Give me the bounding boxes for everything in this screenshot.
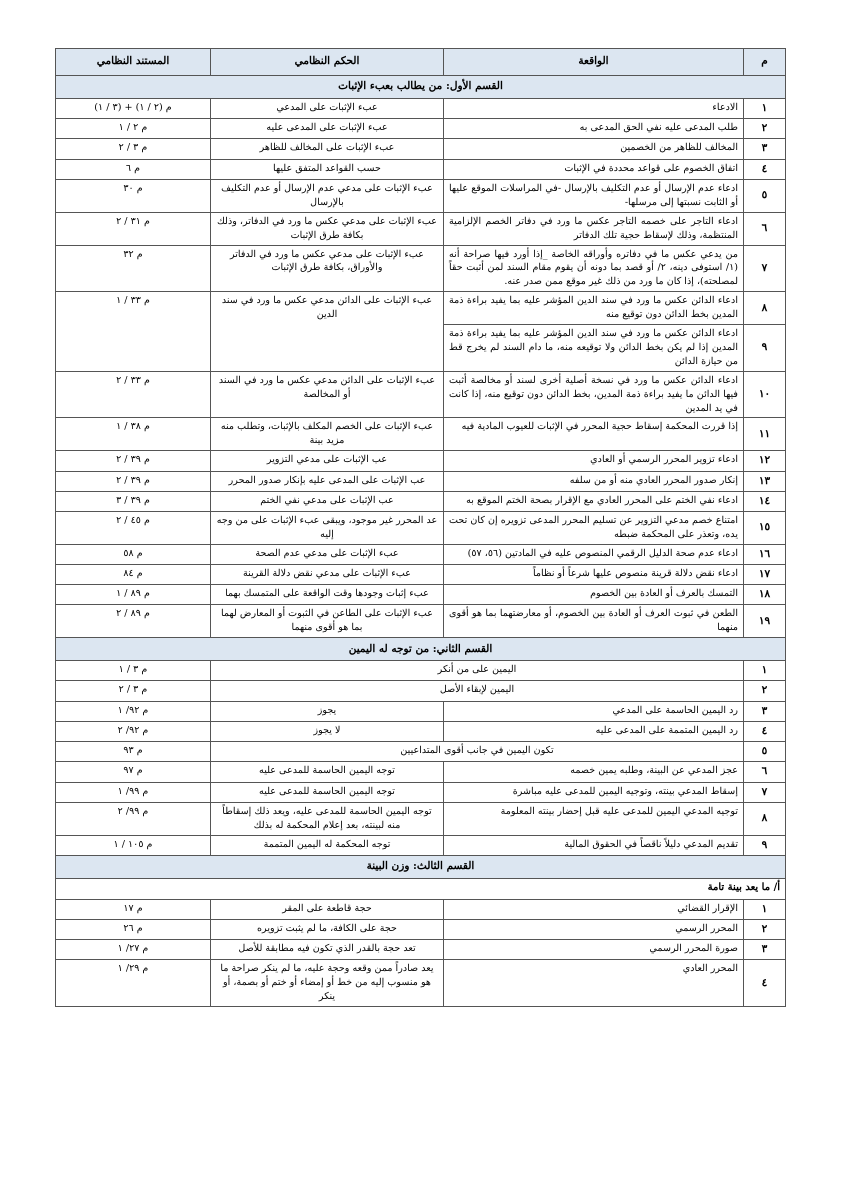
row-ref: م ٩٩/ ١: [56, 782, 211, 802]
row-ref: م ٣٩ / ٣: [56, 491, 211, 511]
row-number: ٢: [744, 681, 786, 701]
row-ref: م (٢ / ١) + (٣ / ١): [56, 99, 211, 119]
row-rule: عبء الإثبات على الخصم المكلف بالإثبات، وتطلب منه مزيد بينة: [211, 418, 444, 451]
row-number: ١٣: [744, 471, 786, 491]
row-number: ١: [744, 661, 786, 681]
row-fact: إنكار صدور المحرر العادي منه أو من سلفه: [444, 471, 744, 491]
row-number: ٩: [744, 835, 786, 855]
row-ref: م ٣٩ / ٢: [56, 471, 211, 491]
row-fact: ادعاء تزوير المحرر الرسمي أو العادي: [444, 451, 744, 471]
row-ref: م ٤٥ / ٢: [56, 511, 211, 544]
row-rule: لا يجوز: [211, 721, 444, 741]
row-fact: عجز المدعي عن البينة، وطلبه يمين خصمه: [444, 762, 744, 782]
row-ref: م ٨٩ / ١: [56, 585, 211, 605]
header-ref: المستند النظامي: [56, 49, 211, 76]
row-ref: م ٥٨: [56, 544, 211, 564]
row-number: ١٤: [744, 491, 786, 511]
row-ref: م ١٧: [56, 899, 211, 919]
table-row: [56, 292, 786, 325]
row-ref: م ٩٩/ ٢: [56, 802, 211, 835]
row-fact: من يدعي عكس ما في دفاتره وأوراقه الخاصة _إذا أورد فيها صراحة أنه (١/ استوفى دينه، ٢/ أو قصد بما دونه أن يقوم مقام السند لمن أثبت حقاً لمصلحته)، إذا كان ما ورد من ذلك غير موقع ممن صدر عنه.: [444, 245, 744, 292]
row-fact: رد اليمين المتممة على المدعى عليه: [444, 721, 744, 741]
section-2-heading: القسم الثاني: من توجه له اليمين: [56, 638, 786, 661]
table-row: [56, 418, 786, 451]
row-fact: صورة المحرر الرسمي: [444, 940, 744, 960]
header-rule: الحكم النظامي: [211, 49, 444, 76]
row-ref: م ٣٩ / ٢: [56, 451, 211, 471]
row-number: ٩: [744, 325, 786, 372]
row-rule: عد المحرر غير موجود، ويبقى عبء الإثبات على من وجه إليه: [211, 511, 444, 544]
evidence-table: [55, 48, 786, 1007]
table-row: [56, 179, 786, 212]
row-number: ٥: [744, 742, 786, 762]
row-ref: م ٣ / ١: [56, 661, 211, 681]
row-ref: م ٩٢/ ٢: [56, 721, 211, 741]
row-rule: عبء الإثبات على الدائن مدعي عكس ما ورد في سند الدين: [211, 292, 444, 372]
table-row: [56, 471, 786, 491]
row-fact: تقديم المدعي دليلاً ناقصاً في الحقوق المالية: [444, 835, 744, 855]
row-rule: توجه اليمين الحاسمة للمدعى عليه: [211, 782, 444, 802]
row-fact: امتناع خصم مدعي التزوير عن تسليم المحرر المدعى تزويره إن كان تحت يده، وتعذر على المحكمة ضبطه: [444, 511, 744, 544]
row-rule: عبء إثبات وجودها وقت الواقعة على المتمسك بهما: [211, 585, 444, 605]
row-fact: الطعن في ثبوت العرف أو العادة بين الخصوم، أو معارضتهما بما هو أقوى منهما: [444, 605, 744, 638]
table-row: [56, 119, 786, 139]
row-ref: م ٣٣ / ٢: [56, 371, 211, 418]
row-fact: الإقرار القضائي: [444, 899, 744, 919]
row-rule: عبء الإثبات على المدعى عليه: [211, 119, 444, 139]
table-row: [56, 701, 786, 721]
table-row: [56, 899, 786, 919]
row-rule: توجه اليمين الحاسمة للمدعى عليه: [211, 762, 444, 782]
row-fact: ادعاء الدائن عكس ما ورد في نسخة أصلية أخرى لسند أو مخالصة أثبت فيها الدائن ما يفيد براءة ذمة المدين، بخط الدائن دون توقيع منه، إذا كانت في يد المدين: [444, 371, 744, 418]
row-number: ١١: [744, 418, 786, 451]
table-row: [56, 139, 786, 159]
row-rule: حجة قاطعة على المقر: [211, 899, 444, 919]
row-number: ١٩: [744, 605, 786, 638]
row-fact: المحرر العادي: [444, 960, 744, 1007]
table-row: [56, 721, 786, 741]
table-row: [56, 661, 786, 681]
row-fact: ادعاء نفي الختم على المحرر العادي مع الإقرار بصحة الختم الموقع به: [444, 491, 744, 511]
row-number: ٦: [744, 212, 786, 245]
row-merged-text: اليمين لإبقاء الأصل: [211, 681, 744, 701]
section-1-heading: القسم الأول: من يطالب بعبء الإثبات: [56, 76, 786, 99]
table-row: [56, 605, 786, 638]
row-rule: تعد حجة بالقدر الذي تكون فيه مطابقة للأصل: [211, 940, 444, 960]
row-fact: ادعاء التاجر على خصمه التاجر عكس ما ورد في دفاتر الخصم الإلزامية المنتظمة، وذلك لإسقاط حجية تلك الدفاتر: [444, 212, 744, 245]
table-row: [56, 940, 786, 960]
header-row: [56, 49, 786, 76]
table-row: [56, 802, 786, 835]
row-ref: م ٢٧/ ١: [56, 940, 211, 960]
row-number: ٣: [744, 940, 786, 960]
row-fact: طلب المدعى عليه نفي الحق المدعى به: [444, 119, 744, 139]
row-rule: توجه المحكمة له اليمين المتممة: [211, 835, 444, 855]
table-row: [56, 681, 786, 701]
row-ref: م ٨٩ / ٢: [56, 605, 211, 638]
row-ref: م ٣٨ / ١: [56, 418, 211, 451]
table-row: [56, 99, 786, 119]
row-ref: م ٩٢/ ١: [56, 701, 211, 721]
row-number: ٢: [744, 920, 786, 940]
section-3-heading: القسم الثالث: وزن البينة: [56, 855, 786, 878]
row-number: ٨: [744, 802, 786, 835]
row-fact: التمسك بالعرف أو العادة بين الخصوم: [444, 585, 744, 605]
table-row: [56, 371, 786, 418]
row-fact: إذا قررت المحكمة إسقاط حجية المحرر في الإثبات للعيوب المادية فيه: [444, 418, 744, 451]
row-rule: يعد صادراً ممن وقعه وحجة عليه، ما لم ينكر صراحة ما هو منسوب إليه من خط أو إمضاء أو ختم أو بصمة، أو ينكر: [211, 960, 444, 1007]
row-rule: عبء الإثبات على المخالف للظاهر: [211, 139, 444, 159]
page: [56, 48, 786, 1007]
row-fact: ادعاء عدم الإرسال أو عدم التكليف بالإرسال -في المراسلات الموقع عليها أو الثابت نسبتها إلى مرسلها-: [444, 179, 744, 212]
row-number: ٤: [744, 159, 786, 179]
table-row: [56, 159, 786, 179]
row-number: ٧: [744, 245, 786, 292]
table-row: [56, 212, 786, 245]
table-row: [56, 564, 786, 584]
table-row: [56, 245, 786, 292]
row-rule: عبء الإثبات على الدائن مدعي عكس ما ورد في السند أو المخالصة: [211, 371, 444, 418]
row-rule: عب الإثبات على مدعي التزوير: [211, 451, 444, 471]
row-ref: م ٣ / ٢: [56, 681, 211, 701]
row-fact: المحرر الرسمي: [444, 920, 744, 940]
row-rule: عبء الإثبات على الطاعن في الثبوت أو المعارض لهما بما هو أقوى منهما: [211, 605, 444, 638]
row-ref: م ٢٩/ ١: [56, 960, 211, 1007]
row-number: ٤: [744, 960, 786, 1007]
row-merged-text: اليمين على من أنكر: [211, 661, 744, 681]
row-rule: عبء الإثبات على مدعي عدم الصحة: [211, 544, 444, 564]
row-number: ٦: [744, 762, 786, 782]
row-merged-text: تكون اليمين في جانب أقوى المتداعيين: [211, 742, 744, 762]
row-rule: عبء الإثبات على مدعي نقض دلالة القرينة: [211, 564, 444, 584]
row-ref: م ٣ / ٢: [56, 139, 211, 159]
table-row: [56, 782, 786, 802]
row-rule: توجه اليمين الحاسمة للمدعى عليه، ويعد ذلك إسقاطاً منه لبينته، بعد إعلام المحكمة له بذلك: [211, 802, 444, 835]
row-rule: عبء الإثبات على مدعي عكس ما ورد في الدفاتر، وذلك بكافة طرق الإثبات: [211, 212, 444, 245]
table-row: [56, 511, 786, 544]
row-ref: م ١٠٥ / ١: [56, 835, 211, 855]
table-row: [56, 544, 786, 564]
row-fact: المخالف للظاهر من الخصمين: [444, 139, 744, 159]
row-number: ١٠: [744, 371, 786, 418]
row-number: ٣: [744, 139, 786, 159]
row-fact: توجيه المدعي اليمين للمدعى عليه قبل إحضار بينته المعلومة: [444, 802, 744, 835]
row-rule: عب الإثبات على مدعي نفي الختم: [211, 491, 444, 511]
table-row: [56, 835, 786, 855]
row-ref: م ٢٦: [56, 920, 211, 940]
row-number: ١٢: [744, 451, 786, 471]
row-number: ١: [744, 899, 786, 919]
row-ref: م ٨٤: [56, 564, 211, 584]
row-ref: م ٣٣ / ١: [56, 292, 211, 372]
table-row: [56, 960, 786, 1007]
row-fact: ادعاء الدائن عكس ما ورد في سند الدين المؤشر عليه بما يفيد براءة ذمة المدين إذا لم يكن بخط الدائن ولا توقيعه منه، ما دام السند لم يخرج قط من حيازة الدائن: [444, 325, 744, 372]
row-rule: عب الإثبات على المدعى عليه بإنكار صدور المحرر: [211, 471, 444, 491]
row-number: ١٨: [744, 585, 786, 605]
row-number: ٣: [744, 701, 786, 721]
row-rule: يجوز: [211, 701, 444, 721]
row-ref: م ٩٣: [56, 742, 211, 762]
row-rule: عبء الإثبات على المدعي: [211, 99, 444, 119]
header-num: م: [744, 49, 786, 76]
row-rule: عبء الإثبات على مدعي عكس ما ورد في الدفاتر والأوراق، بكافة طرق الإثبات: [211, 245, 444, 292]
row-rule: حجة على الكافة، ما لم يثبت تزويره: [211, 920, 444, 940]
row-ref: م ٩٧: [56, 762, 211, 782]
row-fact: إسقاط المدعي بينته، وتوجيه اليمين للمدعى عليه مباشرة: [444, 782, 744, 802]
row-number: ١٦: [744, 544, 786, 564]
table-row: [56, 920, 786, 940]
row-rule: حسب القواعد المتفق عليها: [211, 159, 444, 179]
row-fact: ادعاء نقض دلالة قرينة منصوص عليها شرعاً أو نظاماً: [444, 564, 744, 584]
row-fact: ادعاء الدائن عكس ما ورد في سند الدين المؤشر عليه بما يفيد براءة ذمة المدين بخط الدائن دون توقيع منه: [444, 292, 744, 325]
table-row: [56, 585, 786, 605]
row-rule: عبء الإثبات على مدعي عدم الإرسال أو عدم التكليف بالإرسال: [211, 179, 444, 212]
row-fact: الادعاء: [444, 99, 744, 119]
row-number: ٧: [744, 782, 786, 802]
table-row: [56, 451, 786, 471]
row-ref: م ٣٠: [56, 179, 211, 212]
row-number: ٥: [744, 179, 786, 212]
subsection-heading: أ/ ما يعد بينة تامة: [56, 878, 786, 899]
row-ref: م ٣١ / ٢: [56, 212, 211, 245]
table-row: [56, 491, 786, 511]
row-number: ٢: [744, 119, 786, 139]
row-number: ٨: [744, 292, 786, 325]
row-ref: م ٢ / ١: [56, 119, 211, 139]
row-ref: م ٣٢: [56, 245, 211, 292]
row-fact: ادعاء عدم صحة الدليل الرقمي المنصوص عليه في المادتين (٥٦، ٥٧): [444, 544, 744, 564]
header-fact: الواقعة: [444, 49, 744, 76]
row-number: ١: [744, 99, 786, 119]
table-row: [56, 762, 786, 782]
row-fact: رد اليمين الحاسمة على المدعي: [444, 701, 744, 721]
row-ref: م ٦: [56, 159, 211, 179]
row-fact: اتفاق الخصوم على قواعد محددة في الإثبات: [444, 159, 744, 179]
table-row: [56, 742, 786, 762]
row-number: ١٥: [744, 511, 786, 544]
row-number: ٤: [744, 721, 786, 741]
row-number: ١٧: [744, 564, 786, 584]
